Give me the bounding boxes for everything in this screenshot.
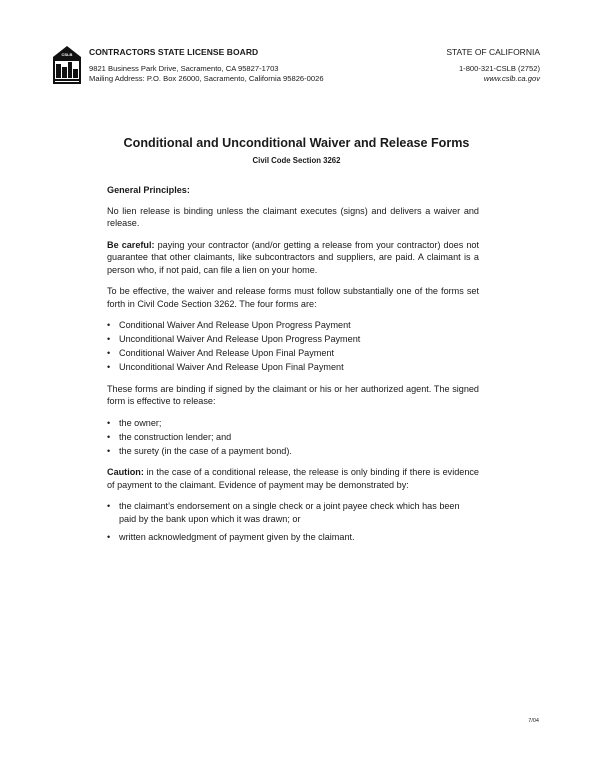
caution-label: Caution: (107, 467, 144, 477)
document-body (107, 184, 479, 553)
section-heading: General Principles: (107, 185, 190, 195)
logo-text: CSLB (61, 52, 73, 57)
website-link[interactable]: www.cslb.ca.gov (483, 74, 540, 83)
phone-number: 1-800-321-CSLB (2752) (458, 64, 540, 73)
evidence-list (107, 500, 479, 544)
paragraph-caution (107, 466, 479, 491)
paragraph-be-careful (107, 239, 479, 277)
form-revision-code: 7/04 (528, 718, 539, 724)
paragraph-forms-intro: To be effective, the waiver and release forms must follow substantially one of the forms set forth in Civil Code Section 3262. The four forms are: (107, 286, 479, 309)
paragraph-lien-release: No lien release is binding unless the claimant executes (signs) and delivers a waiver and release. (107, 205, 479, 228)
forms-list (107, 319, 479, 374)
list-item: • Unconditional Waiver And Release Upon Progress Payment (107, 333, 479, 346)
state-name: STATE OF CALIFORNIA (446, 47, 540, 57)
list-item: • Conditional Waiver And Release Upon Progress Payment (107, 319, 479, 332)
list-item: • Conditional Waiver And Release Upon Final Payment (107, 347, 479, 360)
list-item: • the claimant’s endorsement on a single check or a joint payee check which has been paid by the bank upon which it was drawn; or (107, 500, 479, 525)
document-title: Conditional and Unconditional Waiver and Release Forms (123, 136, 470, 150)
contact-info (340, 64, 540, 84)
be-careful-label: Be careful: (107, 239, 155, 250)
list-item: • the construction lender; and (107, 431, 479, 444)
paragraph-binding: These forms are binding if signed by the claimant or his or her authorized agent. The signed form is effective to release: (107, 383, 479, 406)
address-line-2: Mailing Address: P.O. Box 26000, Sacramento, California 95826-0026 (89, 74, 324, 83)
caution-text: in the case of a conditional release, the release is only binding if there is evidence of payment to the claimant. Evidence of payment may be demonstrated by: (107, 467, 479, 490)
address-line-1: 9821 Business Park Drive, Sacramento, CA 95827-1703 (89, 64, 279, 73)
cslb-logo (52, 45, 82, 85)
header-right (340, 47, 540, 84)
list-item: • the surety (in the case of a payment bond). (107, 445, 479, 458)
release-list (107, 417, 479, 458)
list-item: • written acknowledgment of payment given by the claimant. (107, 531, 479, 544)
be-careful-text: paying your contractor (and/or getting a release from your contractor) does not guarantee that other claimants, like subcontractors and suppliers, are paid. A claimant is a person who, if not paid, can file a lien on your home. (107, 239, 479, 275)
board-name: CONTRACTORS STATE LICENSE BOARD (89, 47, 259, 57)
document-subtitle: Civil Code Section 3262 (252, 156, 341, 165)
list-item: • the owner; (107, 417, 479, 430)
list-item: • Unconditional Waiver And Release Upon Final Payment (107, 361, 479, 374)
